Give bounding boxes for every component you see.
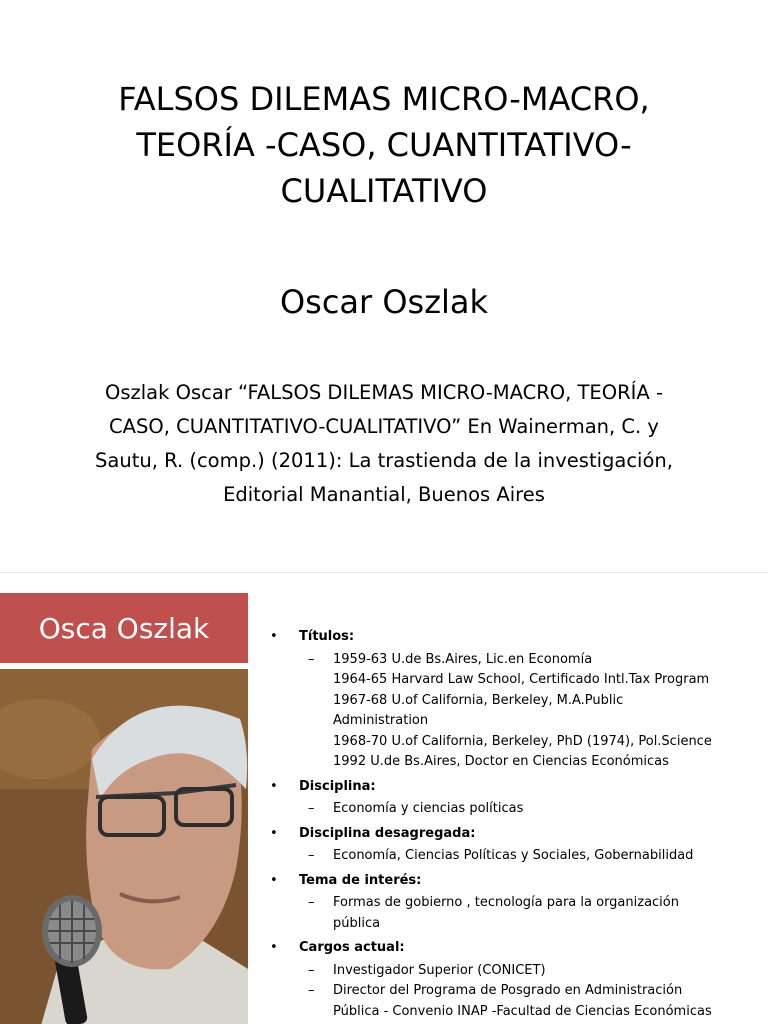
list-item (299, 799, 762, 820)
section-label: • Disciplina: (299, 778, 376, 794)
item-line: – Formas de gobierno , tecnología para la organización (333, 895, 679, 910)
list-item (299, 650, 762, 773)
citation-line: Editorial Manantial, Buenos Aires (223, 483, 545, 506)
item-line: Pública - Convenio INAP -Facultad de Ciencias Económicas (333, 1003, 712, 1019)
title-line: CUALITATIVO (280, 172, 488, 210)
citation-line: CASO, CUANTITATIVO-CUALITATIVO” En Wainerman, C. y (109, 415, 659, 438)
list-item (299, 846, 762, 867)
slide-title (60, 76, 708, 214)
list-item (299, 981, 762, 1022)
list-item (299, 893, 762, 934)
title-line: TEORÍA -CASO, CUANTITATIVO- (136, 126, 632, 164)
portrait-illustration (0, 669, 248, 1024)
bio-list (270, 627, 762, 1024)
section-cargos-actual (270, 938, 762, 1022)
sub-list (299, 961, 762, 1023)
item-line: pública (333, 915, 381, 931)
section-label: • Títulos: (299, 629, 355, 644)
bio-slide (0, 573, 768, 1024)
section-label: • Cargos actual: (299, 940, 405, 955)
item-line: Administration (333, 713, 429, 728)
item-line: 1967-68 U.of California, Berkeley, M.A.Public (333, 692, 624, 708)
item-line: – Economía, Ciencias Políticas y Sociales, Gobernabilidad (333, 848, 694, 863)
sub-list (299, 650, 762, 773)
item-line: – Investigador Superior (CONICET) (333, 962, 546, 978)
section-label: • Tema de interés: (299, 872, 422, 888)
item-line: 1968-70 U.of California, Berkeley, PhD (1974), Pol.Science (333, 733, 712, 749)
section-disciplina-desagregada (270, 824, 762, 867)
item-line: – Director del Programa de Posgrado en Administración (333, 983, 683, 998)
portrait-photo-icon (0, 669, 248, 1024)
sub-list (299, 799, 762, 820)
section-tema-de-interes (270, 871, 762, 935)
item-line: – Economía y ciencias políticas (333, 801, 524, 816)
citation-line: Sautu, R. (comp.) (2011): La trastienda de la investigación, (95, 449, 673, 472)
name-banner (0, 593, 248, 663)
author-name: Oscar Oszlak (279, 283, 489, 321)
item-line: – 1959-63 U.de Bs.Aires, Lic.en Economía (333, 651, 593, 667)
title-line: FALSOS DILEMAS MICRO-MACRO, (118, 80, 650, 118)
citation-line: Oszlak Oscar “FALSOS DILEMAS MICRO-MACRO, TEORÍA - (105, 381, 663, 404)
item-line: 1964-65 Harvard Law School, Certificado Intl.Tax Program (333, 672, 710, 687)
banner-name: Osca Oszlak (38, 611, 210, 645)
sub-list (299, 893, 762, 934)
sub-list (299, 846, 762, 867)
item-line: 1992 U.de Bs.Aires, Doctor en Ciencias Económicas (333, 754, 669, 769)
citation (70, 376, 698, 512)
section-disciplina (270, 777, 762, 820)
section-titulos (270, 627, 762, 773)
section-label: • Disciplina desagregada: (299, 825, 476, 841)
list-item (299, 961, 762, 982)
